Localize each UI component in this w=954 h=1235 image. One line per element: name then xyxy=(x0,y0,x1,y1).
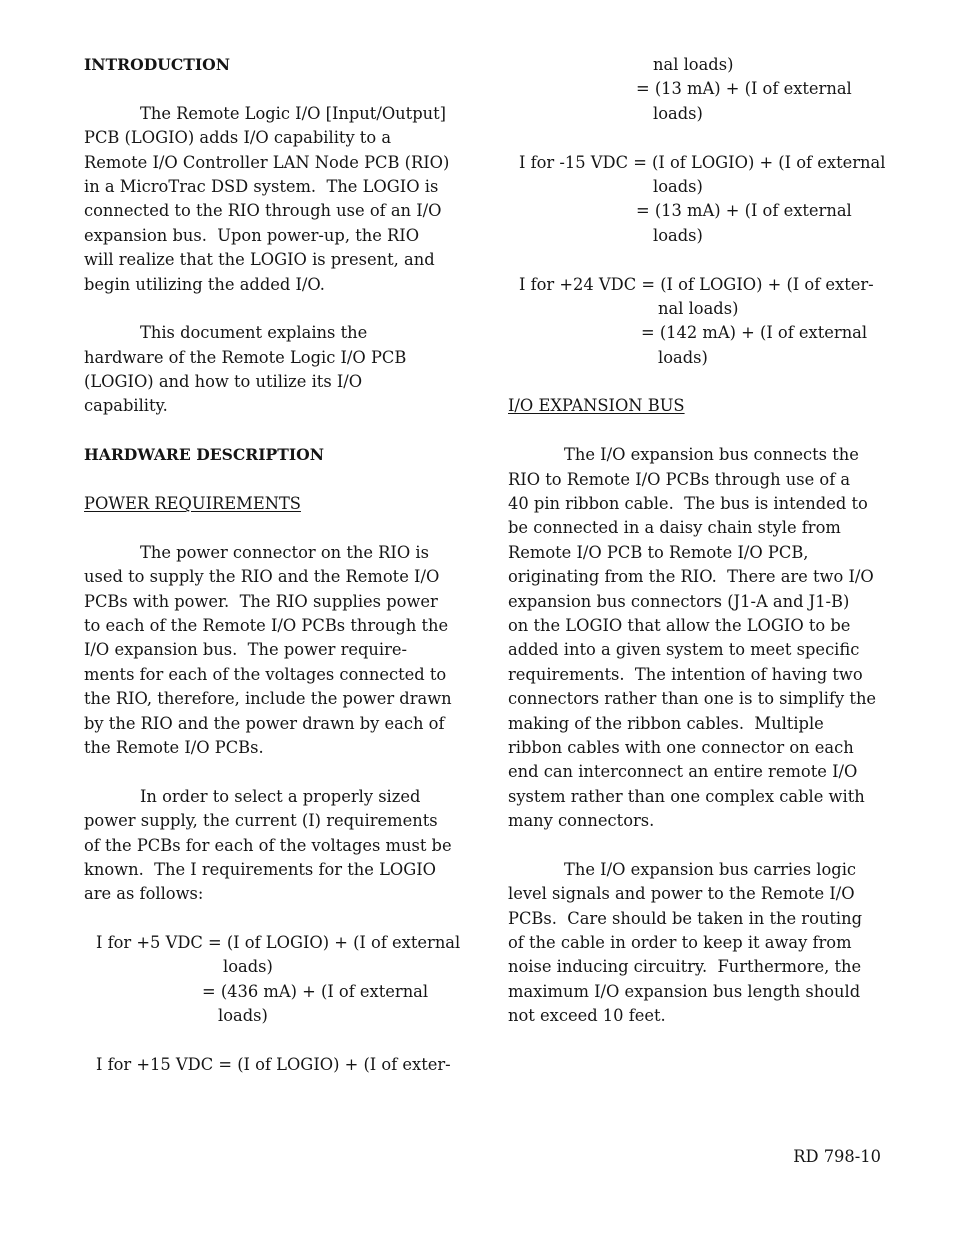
paragraph-line: maximum I/O expansion bus length should xyxy=(508,981,861,1001)
right-column xyxy=(508,53,888,1029)
power-requirements-paragraph-2 xyxy=(84,785,456,907)
paragraph-line: PCBs. Care should be taken in the routing xyxy=(508,908,863,928)
paragraph-line: originating from the RIO. There are two I/O xyxy=(508,567,874,587)
paragraph-line: in a MicroTrac DSD system. The LOGIO is xyxy=(84,176,439,196)
io-expansion-bus-paragraph-1 xyxy=(508,443,888,833)
paragraph-line: known. The I requirements for the LOGIO xyxy=(84,859,437,879)
paragraph-line: not exceed 10 feet. xyxy=(508,1006,666,1026)
paragraph-line: on the LOGIO that allow the LOGIO to be xyxy=(508,615,851,635)
equation-line: = (13 mA) + (I of external xyxy=(636,201,852,221)
paragraph-line: noise inducing circuitry. Furthermore, the xyxy=(508,957,862,977)
paragraph-line: This document explains the xyxy=(140,323,368,343)
paragraph-line: The Remote Logic I/O [Input/Output] xyxy=(140,103,447,123)
paragraph-line: many connectors. xyxy=(508,811,655,831)
paragraph-line: system rather than one complex cable with xyxy=(508,786,865,806)
introduction-paragraph-2 xyxy=(84,321,456,419)
paragraph-line: Remote I/O Controller LAN Node PCB (RIO) xyxy=(84,152,450,172)
paragraph-line: are as follows: xyxy=(84,884,204,904)
paragraph-line: be connected in a daisy chain style from xyxy=(508,518,841,538)
io-expansion-bus-section xyxy=(508,394,888,1028)
paragraph-line: making of the ribbon cables. Multiple xyxy=(508,713,824,733)
equation-plus-15-vdc-continued xyxy=(508,53,888,126)
paragraph-line: In order to select a properly sized xyxy=(140,786,421,806)
equation-plus-15-vdc-start xyxy=(84,1053,456,1077)
equation-plus-24-vdc xyxy=(508,273,888,371)
paragraph-line: PCB (LOGIO) adds I/O capability to a xyxy=(84,128,392,148)
paragraph-line: expansion bus. Upon power-up, the RIO xyxy=(84,225,420,245)
io-expansion-bus-heading: I/O EXPANSION BUS xyxy=(508,396,685,416)
paragraph-line: Remote I/O PCB to Remote I/O PCB, xyxy=(508,542,809,562)
equation-line: loads) xyxy=(218,1006,268,1026)
hardware-description-heading: HARDWARE DESCRIPTION xyxy=(84,445,324,465)
paragraph-line: end can interconnect an entire remote I/O xyxy=(508,762,858,782)
paragraph-line: begin utilizing the added I/O. xyxy=(84,274,325,294)
equation-line: loads) xyxy=(223,957,273,977)
equation-line: loads) xyxy=(658,347,708,367)
paragraph-line: of the PCBs for each of the voltages must be xyxy=(84,835,452,855)
equation-line: I for +15 VDC = (I of LOGIO) + (I of exter- xyxy=(96,1055,451,1075)
equation-line: = (142 mA) + (I of external xyxy=(641,323,868,343)
introduction-section xyxy=(84,53,456,419)
paragraph-line: ribbon cables with one connector on each xyxy=(508,737,854,757)
equation-line: I for +24 VDC = (I of LOGIO) + (I of exter- xyxy=(519,274,874,294)
equation-line: loads) xyxy=(653,176,703,196)
equation-minus-15-vdc xyxy=(508,151,888,249)
paragraph-line: will realize that the LOGIO is present, and xyxy=(84,250,435,270)
paragraph-line: connected to the RIO through use of an I/O xyxy=(84,201,442,221)
equation-line: loads) xyxy=(653,225,703,245)
paragraph-line: used to supply the RIO and the Remote I/O xyxy=(84,567,440,587)
equation-line: nal loads) xyxy=(658,298,739,318)
paragraph-line: to each of the Remote I/O PCBs through the xyxy=(84,615,449,635)
paragraph-line: the Remote I/O PCBs. xyxy=(84,737,264,757)
introduction-heading: INTRODUCTION xyxy=(84,55,230,74)
paragraph-line: hardware of the Remote Logic I/O PCB xyxy=(84,347,407,367)
left-column xyxy=(84,53,461,1077)
paragraph-line: expansion bus connectors (J1-A and J1-B) xyxy=(508,591,850,611)
paragraph-line: the RIO, therefore, include the power drawn xyxy=(84,689,452,709)
paragraph-line: 40 pin ribbon cable. The bus is intended to xyxy=(508,494,868,514)
paragraph-line: capability. xyxy=(84,396,168,416)
power-requirements-paragraph-1 xyxy=(84,541,456,761)
paragraph-line: requirements. The intention of having two xyxy=(508,664,863,684)
paragraph-line: connectors rather than one is to simplify the xyxy=(508,689,877,709)
equation-line: nal loads) xyxy=(653,55,734,74)
paragraph-line: RIO to Remote I/O PCBs through use of a xyxy=(508,469,851,489)
paragraph-line: The power connector on the RIO is xyxy=(140,542,429,562)
introduction-paragraph-1 xyxy=(84,102,456,297)
paragraph-line: (LOGIO) and how to utilize its I/O xyxy=(84,372,363,392)
equation-line: I for -15 VDC = (I of LOGIO) + (I of external xyxy=(519,152,886,172)
paragraph-line: The I/O expansion bus carries logic xyxy=(564,859,857,879)
paragraph-line: by the RIO and the power drawn by each of xyxy=(84,713,445,733)
io-expansion-bus-paragraph-2 xyxy=(508,858,888,1029)
power-requirements-heading: POWER REQUIREMENTS xyxy=(84,494,301,514)
paragraph-line: ments for each of the voltages connected to xyxy=(84,664,447,684)
equation-line: = (436 mA) + (I of external xyxy=(202,981,429,1001)
equation-plus-5-vdc xyxy=(84,931,461,1029)
paragraph-line: level signals and power to the Remote I/O xyxy=(508,884,855,904)
paragraph-line: The I/O expansion bus connects the xyxy=(564,445,859,465)
paragraph-line: PCBs with power. The RIO supplies power xyxy=(84,591,438,611)
document-number: RD 798-10 xyxy=(793,1147,881,1166)
paragraph-line: of the cable in order to keep it away from xyxy=(508,933,852,953)
equation-line: = (13 mA) + (I of external xyxy=(636,79,852,99)
hardware-description-section xyxy=(84,443,461,1077)
equation-line: I for +5 VDC = (I of LOGIO) + (I of external xyxy=(96,933,461,953)
paragraph-line: power supply, the current (I) requirements xyxy=(84,811,438,831)
equation-line: loads) xyxy=(653,103,703,123)
paragraph-line: I/O expansion bus. The power require- xyxy=(84,640,408,660)
paragraph-line: added into a given system to meet specific xyxy=(508,640,860,660)
